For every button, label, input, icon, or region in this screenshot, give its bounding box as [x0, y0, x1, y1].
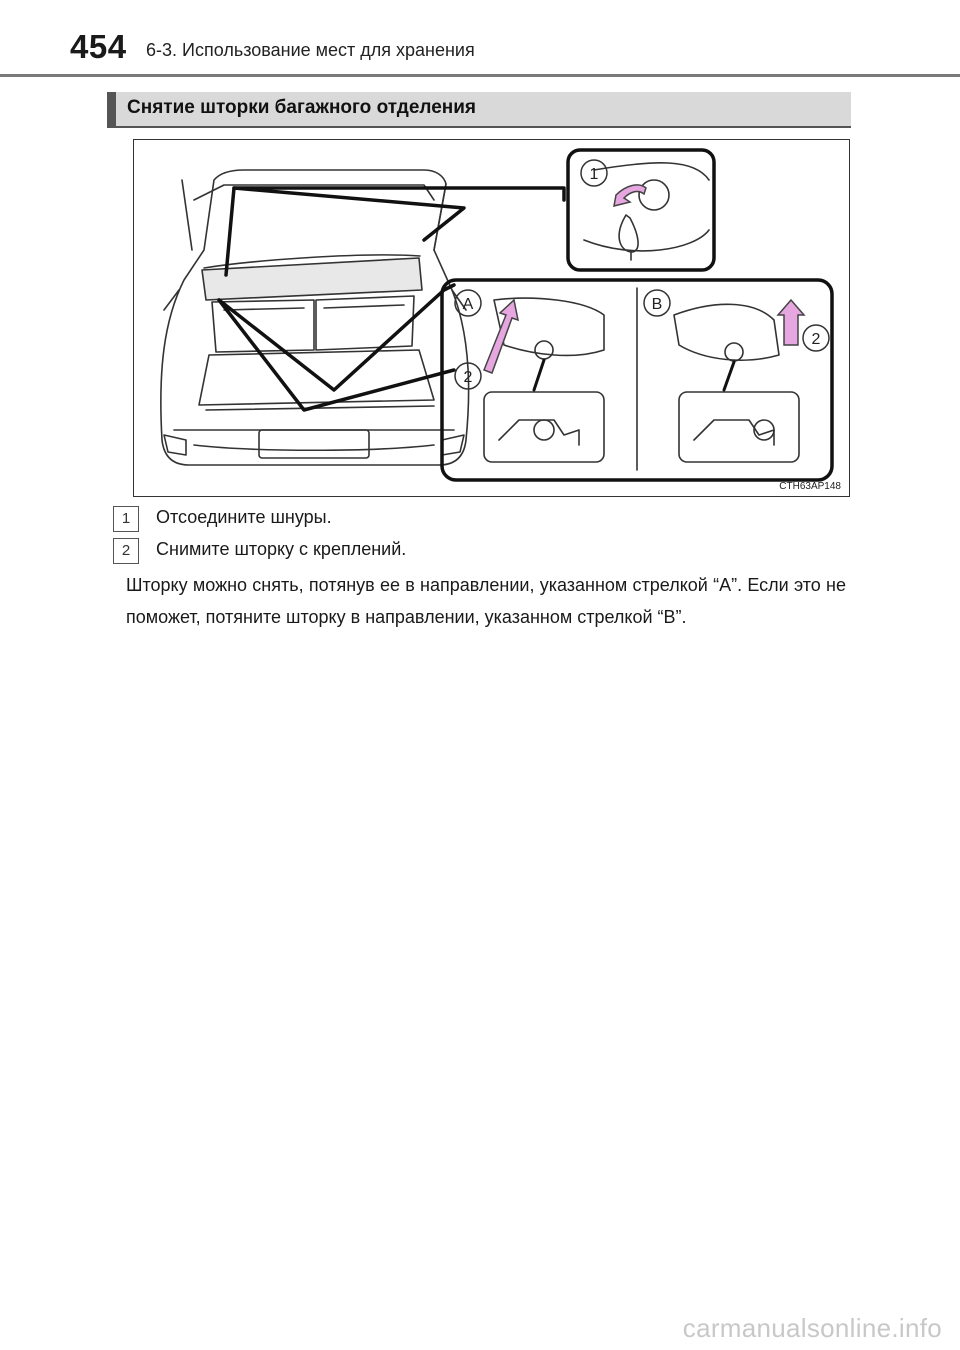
step-number: 1: [113, 506, 139, 532]
section-accent: [107, 92, 116, 126]
page-number: 454: [70, 28, 127, 65]
figure-code: CTH63AP148: [779, 481, 841, 492]
header-rule: [0, 74, 960, 77]
body-text: [126, 570, 846, 633]
step-number: 2: [113, 538, 139, 564]
section-heading: [107, 92, 851, 128]
illustration-drawing: [134, 140, 851, 498]
callout-2-right: 2: [811, 331, 821, 348]
callout-a: A: [462, 296, 474, 313]
illustration: [133, 139, 850, 497]
body-paragraph: Шторку можно снять, потянув ее в направлении, указанном стрелкой “A”. Если это не поможет, потяните шторку в направлении, указанном стрелкой “B”.: [126, 575, 846, 627]
step-text: Снимите шторку с креплений.: [156, 539, 407, 559]
callout-2-left: 2: [463, 369, 473, 386]
step-text: Отсоедините шнуры.: [156, 507, 332, 527]
watermark: carmanualsonline.info: [682, 1313, 942, 1343]
callout-1: 1: [589, 166, 599, 183]
chapter-title: 6-3. Использование мест для хранения: [146, 40, 475, 60]
callout-b: B: [651, 296, 663, 313]
section-title: Снятие шторки багажного отделения: [127, 97, 477, 118]
